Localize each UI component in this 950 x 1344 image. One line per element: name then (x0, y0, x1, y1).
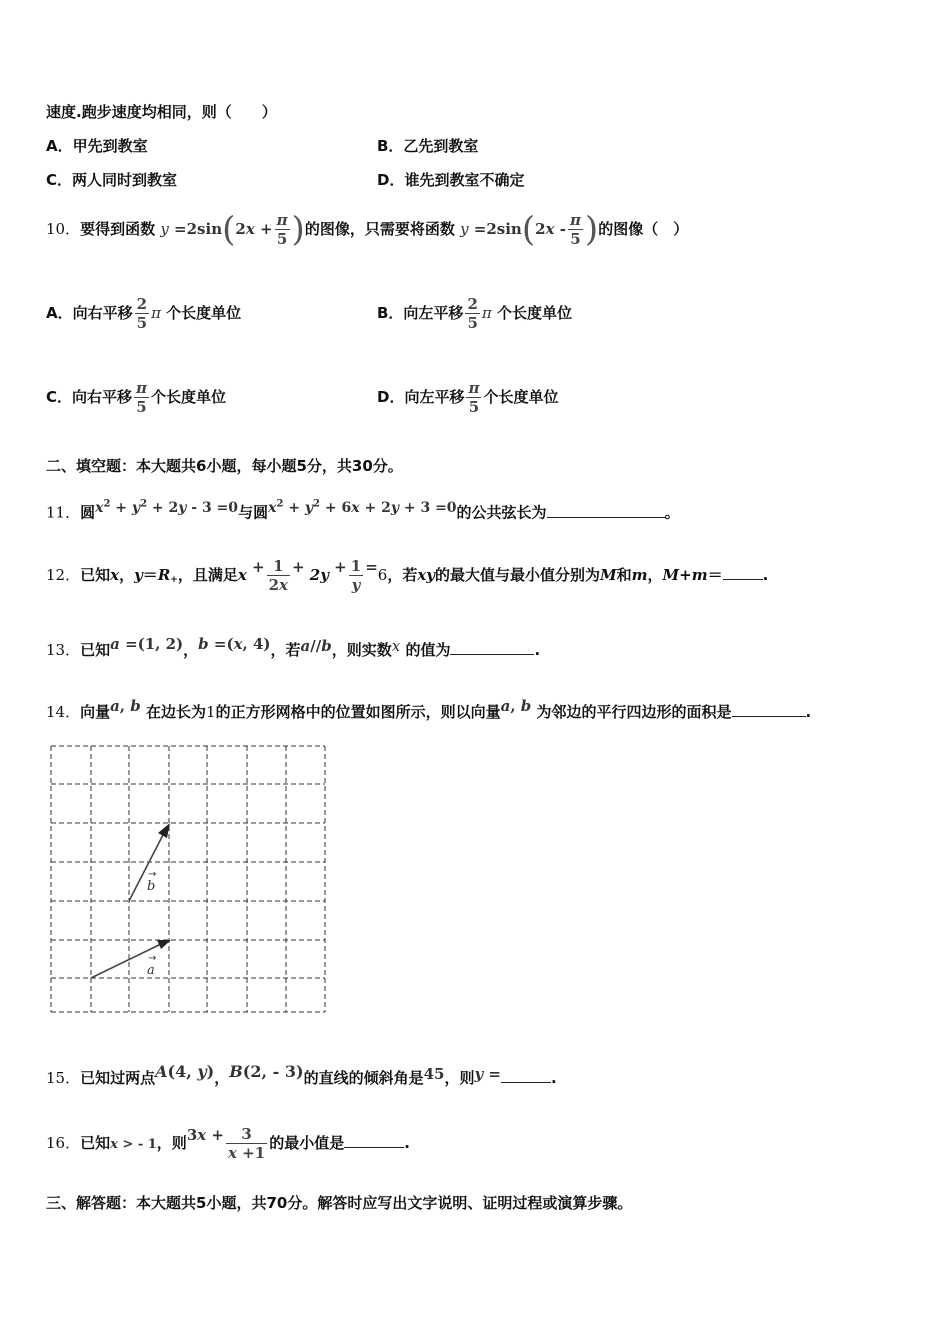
vector-grid-figure (50, 744, 328, 1016)
section-2-heading: 二、填空题：本大题共6小题，每小题5分，共30分。 (46, 457, 403, 475)
q10-number: 10． (46, 220, 81, 238)
q16: 16．已知x > - 1，则3x + $\frac{3}{x +1}$ 的最小值是 . (46, 1125, 410, 1162)
q10-stem: 10．要得到函数 y =2sin(2x + $\frac{\pi}{5}$ )的图像，只需要将函数 y =2sin(2x - $\frac{\pi}{5}$ )的图像（ ） (46, 209, 689, 250)
q10-option-c: C．向右平移 $\frac{\pi}{5}$ 个长度单位 (46, 379, 227, 416)
q16-answer-blank[interactable] (344, 1133, 404, 1148)
q11-circle-2: $x^2 + y^2 + 6x + 2y + 3 =0$ (268, 498, 457, 516)
q14-answer-blank[interactable] (732, 702, 806, 717)
q13-answer-blank[interactable] (450, 640, 534, 655)
q10-option-b: B．向左平移 $\frac{2}{5}$ π 个长度单位 (377, 295, 572, 332)
q10-text-1: 要得到函数 (80, 220, 156, 238)
grid-lines (51, 746, 325, 1012)
q9-option-a: A．甲先到教室 (46, 137, 148, 155)
vector-b-label: b (147, 879, 156, 894)
q10-text-2: 的图像，只需要将函数 (304, 220, 455, 238)
q9-tail: 速度.跑步速度均相同，则（ ） (46, 103, 277, 121)
q10-option-a: A．向右平移 $\frac{2}{5}$ π 个长度单位 (46, 295, 242, 332)
q10-text-3: 的图像（ ） (598, 220, 689, 238)
q10-option-d: D．向左平移 $\frac{\pi}{5}$ 个长度单位 (377, 379, 559, 416)
q10-formula-1: y (160, 220, 169, 238)
q12: 12．已知x，y＝R+，且满足x + $\frac{1}{2x}$ + 2y + $\frac{1}{y}$ =6，若xy的最大值与最小值分别为M和m，M+m＝ . (46, 557, 769, 594)
vector-a (91, 940, 171, 978)
q10-formula-2: y (460, 220, 469, 238)
q15: 15．已知过两点A(4, y)，B(2, - 3)的直线的倾斜角是45，则y = . (46, 1062, 557, 1087)
q15-answer-blank[interactable] (501, 1068, 551, 1083)
q13: 13．已知a =(1, 2)，b =(x, 4)，若a//b，则实数x 的值为 . (46, 635, 541, 659)
q9-option-b: B．乙先到教室 (377, 137, 479, 155)
q9-option-d: D．谁先到教室不确定 (377, 171, 525, 189)
vector-a-label: a (147, 963, 155, 978)
q9-option-c: C．两人同时到教室 (46, 171, 178, 189)
q14: 14．向量a, b 在边长为1的正方形网格中的位置如图所示，则以向量a, b 为邻边的平行四边形的面积是 . (46, 697, 812, 721)
svg-text:→: → (148, 869, 157, 880)
section-3-heading: 三、解答题：本大题共5小题，共70分。解答时应写出文字说明、证明过程或演算步骤。 (46, 1194, 633, 1212)
q11-circle-1: $x^2 + y^2 + 2y - 3 =0$ (95, 498, 239, 516)
q11-answer-blank[interactable] (547, 503, 665, 518)
svg-text:→: → (148, 953, 157, 964)
q11: 11．圆$x^2 + y^2 + 2y - 3 =0$与圆$x^2 + y^2 + 6x + 2y + 3 =0$的公共弦长为 。 (46, 498, 680, 522)
q12-answer-blank[interactable] (723, 565, 763, 580)
